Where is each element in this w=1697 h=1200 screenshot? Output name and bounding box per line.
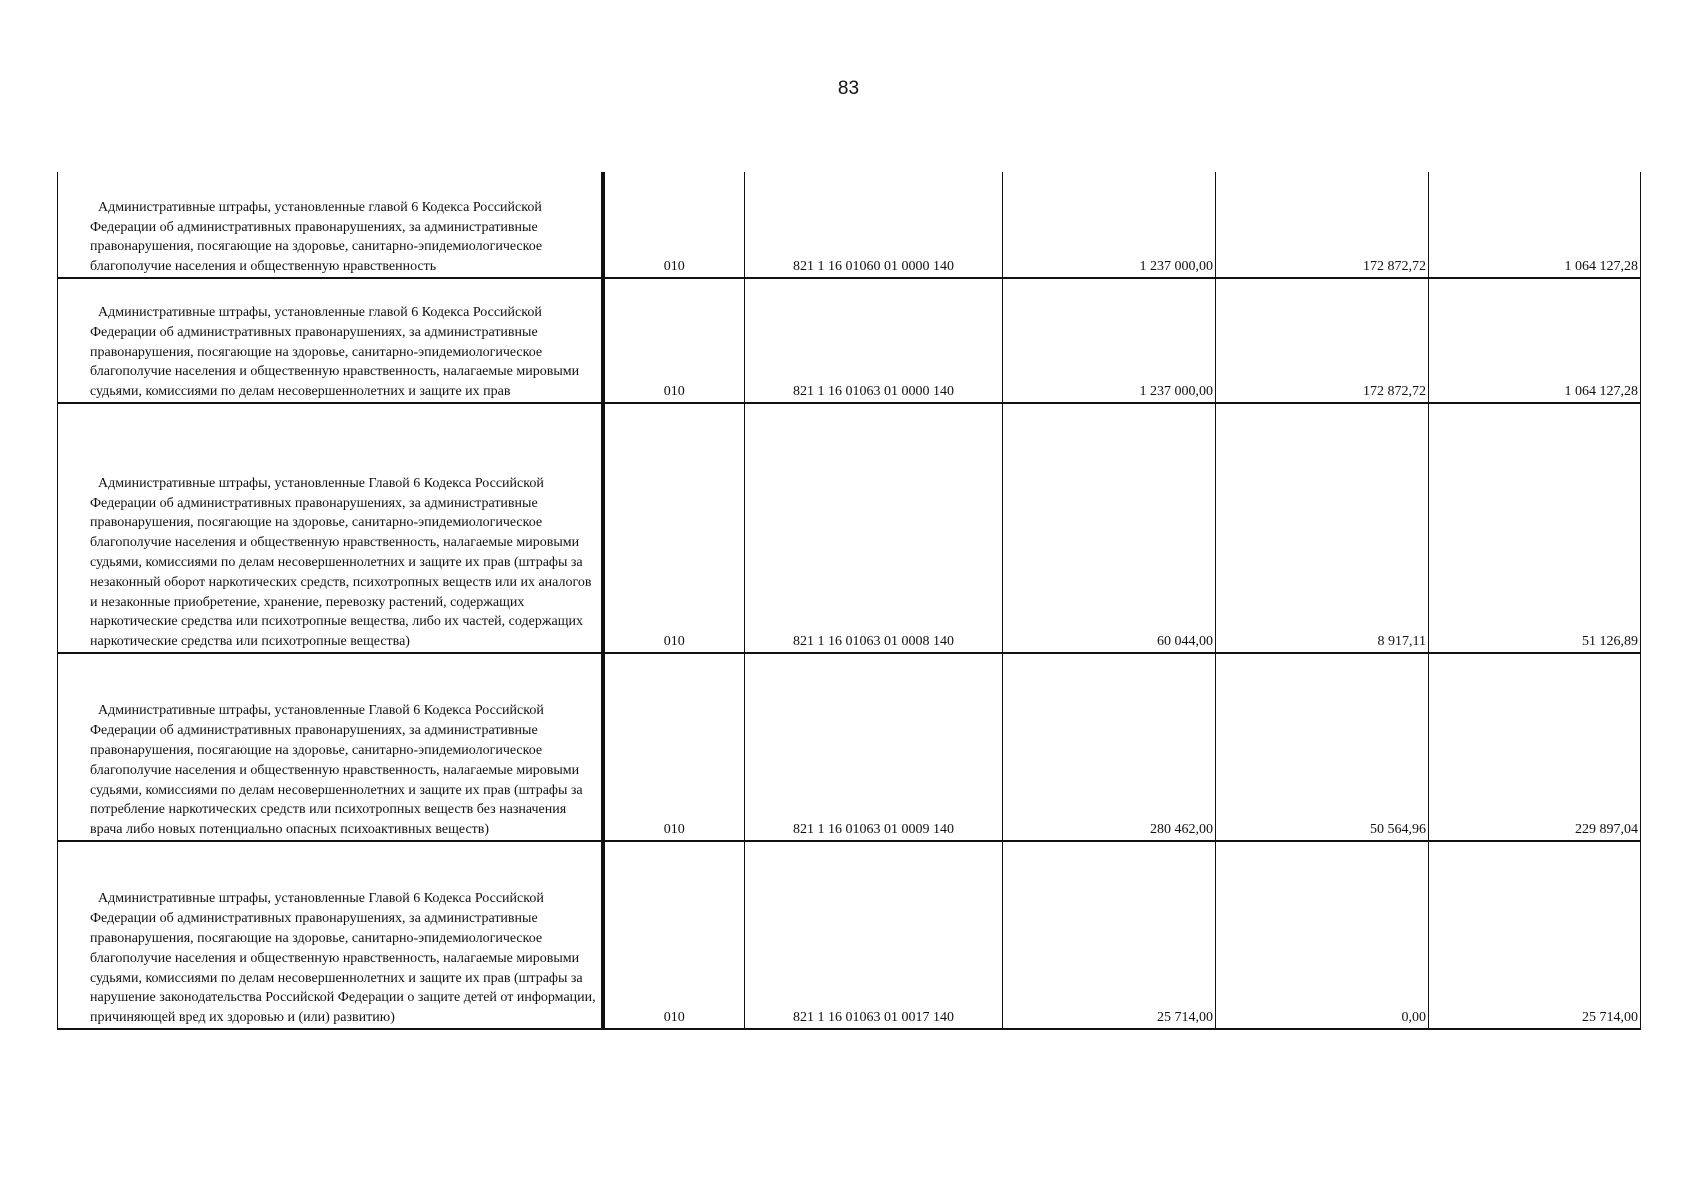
row-line-code: 010 xyxy=(603,841,745,1029)
row-unexecuted-amount: 51 126,89 xyxy=(1429,403,1641,653)
row-budget-classification-code: 821 1 16 01063 01 0017 140 xyxy=(745,841,1003,1029)
row-description: Административные штрафы, установленные Главой 6 Кодекса Российской Федерации об административных правонарушениях, за административные правонарушения, посягающие на здоровье, санитарно-эпидемиологическое благополучие населения и общественную нравственность, налагаемые мировыми судьями, комиссиями по делам несовершеннолетних и защите их прав (штрафы за нарушение законодательства Российской Федерации о защите детей от информации, причиняющей вред их здоровью и (или) развитию) xyxy=(58,841,603,1029)
row-budget-classification-code: 821 1 16 01063 01 0000 140 xyxy=(745,278,1003,403)
row-description: Административные штрафы, установленные Главой 6 Кодекса Российской Федерации об административных правонарушениях, за административные правонарушения, посягающие на здоровье, санитарно-эпидемиологическое благополучие населения и общественную нравственность, налагаемые мировыми судьями, комиссиями по делам несовершеннолетних и защите их прав (штрафы за потребление наркотических средств или психотропных веществ без назначения врача либо новых потенциально опасных психоактивных веществ) xyxy=(58,653,603,841)
row-executed-amount: 172 872,72 xyxy=(1216,172,1429,278)
table-row xyxy=(58,841,1641,1029)
row-line-code: 010 xyxy=(603,653,745,841)
row-approved-amount: 280 462,00 xyxy=(1003,653,1216,841)
row-description: Административные штрафы, установленные главой 6 Кодекса Российской Федерации об административных правонарушениях, за административные правонарушения, посягающие на здоровье, санитарно-эпидемиологическое благополучие населения и общественную нравственность xyxy=(58,172,603,278)
row-unexecuted-amount: 1 064 127,28 xyxy=(1429,172,1641,278)
row-unexecuted-amount: 229 897,04 xyxy=(1429,653,1641,841)
row-executed-amount: 172 872,72 xyxy=(1216,278,1429,403)
row-description: Административные штрафы, установленные Главой 6 Кодекса Российской Федерации об административных правонарушениях, за административные правонарушения, посягающие на здоровье, санитарно-эпидемиологическое благополучие населения и общественную нравственность, налагаемые мировыми судьями, комиссиями по делам несовершеннолетних и защите их прав (штрафы за незаконный оборот наркотических средств, психотропных веществ или их аналогов и незаконные приобретение, хранение, перевозку растений, содержащих наркотические средства или психотропные вещества, либо их частей, содержащих наркотические средства или психотропные вещества) xyxy=(58,403,603,653)
revenue-table xyxy=(57,172,1641,1030)
table-row xyxy=(58,403,1641,653)
table-row xyxy=(58,653,1641,841)
table-row xyxy=(58,278,1641,403)
row-unexecuted-amount: 1 064 127,28 xyxy=(1429,278,1641,403)
row-line-code: 010 xyxy=(603,172,745,278)
page-number: 83 xyxy=(837,78,860,99)
row-description: Административные штрафы, установленные главой 6 Кодекса Российской Федерации об административных правонарушениях, за административные правонарушения, посягающие на здоровье, санитарно-эпидемиологическое благополучие населения и общественную нравственность, налагаемые мировыми судьями, комиссиями по делам несовершеннолетних и защите их прав xyxy=(58,278,603,403)
row-approved-amount: 60 044,00 xyxy=(1003,403,1216,653)
row-executed-amount: 0,00 xyxy=(1216,841,1429,1029)
row-line-code: 010 xyxy=(603,278,745,403)
row-budget-classification-code: 821 1 16 01063 01 0008 140 xyxy=(745,403,1003,653)
row-unexecuted-amount: 25 714,00 xyxy=(1429,841,1641,1029)
row-executed-amount: 50 564,96 xyxy=(1216,653,1429,841)
row-line-code: 010 xyxy=(603,403,745,653)
row-approved-amount: 1 237 000,00 xyxy=(1003,172,1216,278)
row-budget-classification-code: 821 1 16 01060 01 0000 140 xyxy=(745,172,1003,278)
table-row xyxy=(58,172,1641,278)
row-approved-amount: 1 237 000,00 xyxy=(1003,278,1216,403)
row-executed-amount: 8 917,11 xyxy=(1216,403,1429,653)
row-approved-amount: 25 714,00 xyxy=(1003,841,1216,1029)
row-budget-classification-code: 821 1 16 01063 01 0009 140 xyxy=(745,653,1003,841)
